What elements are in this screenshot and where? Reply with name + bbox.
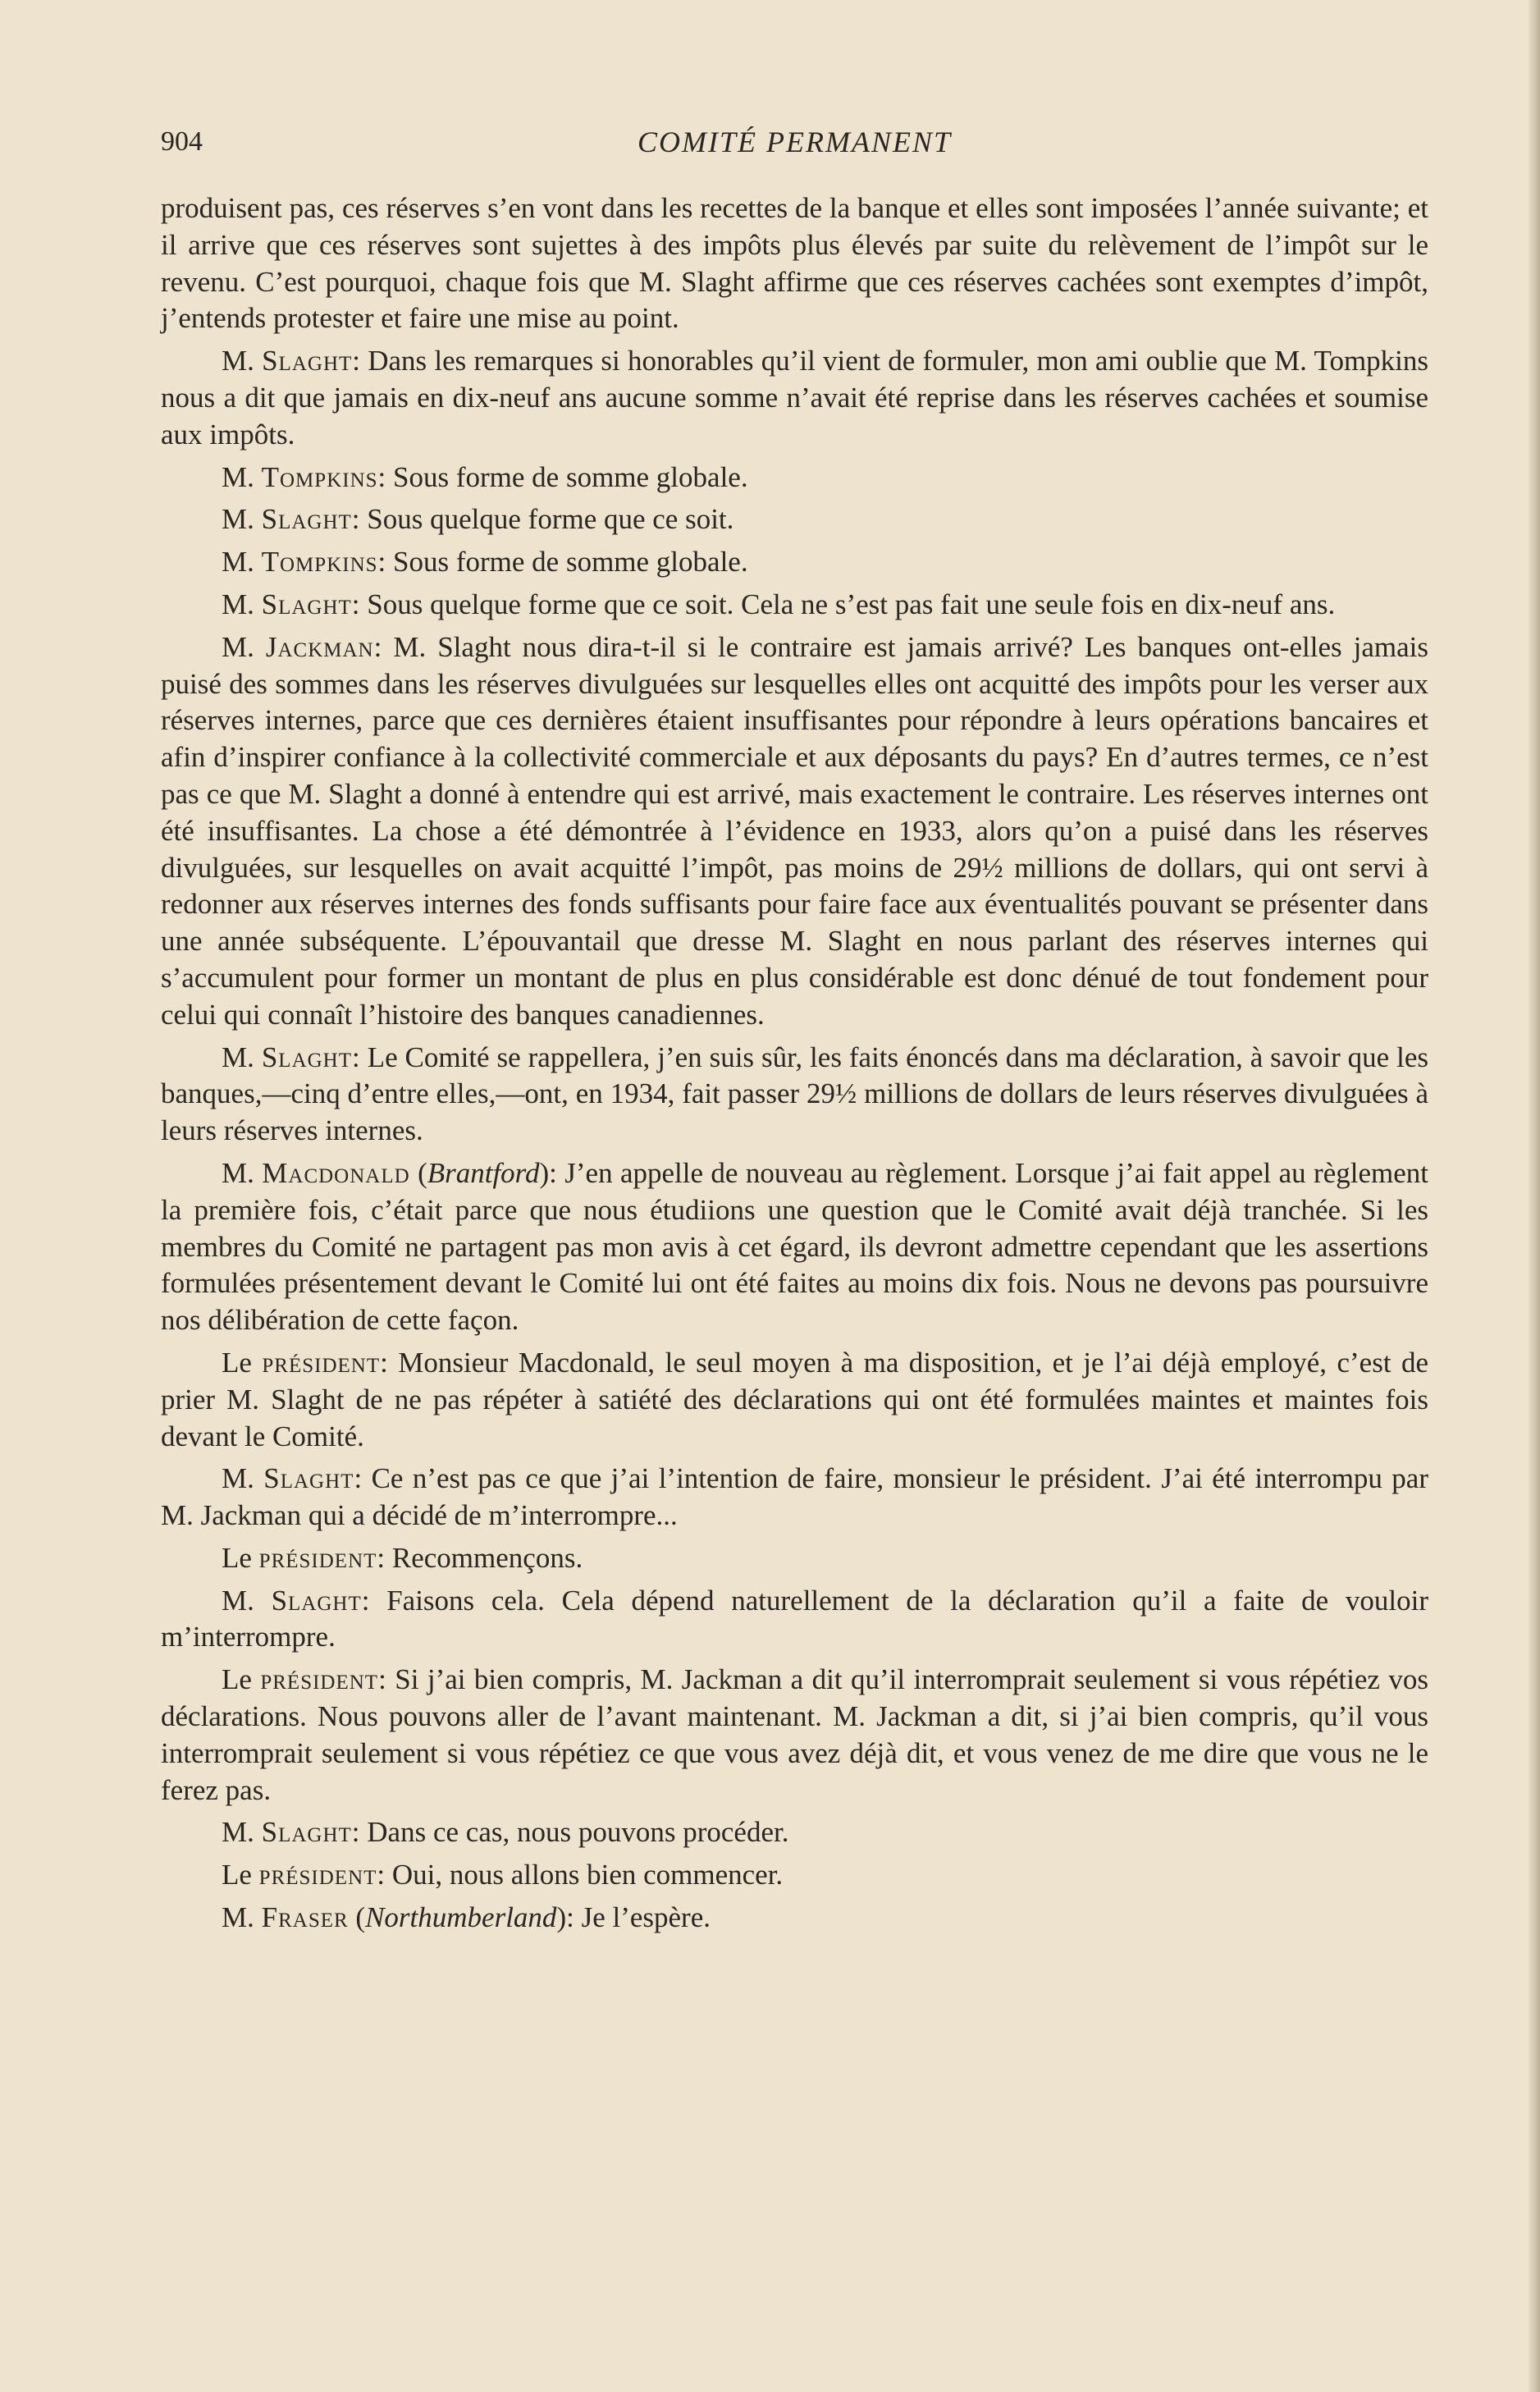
speech-text: Ce n’est pas ce que j’ai l’intention de faire, monsieur le président. J’ai été interrompu par M. Jackman qui a décidé de m’interrompre... — [161, 1462, 1429, 1532]
speaker-name: président — [258, 1541, 377, 1574]
speaker-prefix: M. — [222, 630, 254, 663]
speaker-name: Slaght — [271, 1584, 362, 1617]
speech-paragraph: M. Macdonald (Brantford): J’en appelle de nouveau au règlement. Lorsque j’ai fait appel au règlement la première fois, c’était parce que nous étudiions une question que le Comité avait déjà tranchée. Si les membres du Comité ne partagent pas mon avis à cet égard, ils devront admettre cependant que les assertions formulées présentement devant le Comité lui ont été faites au moins dix fois. Nous ne devons pas poursuivre nos délibération de cette façon. — [161, 1156, 1428, 1337]
speech-paragraph — [161, 1662, 1428, 1809]
speech-paragraph — [161, 629, 1428, 1034]
speech-paragraph — [161, 1461, 1428, 1534]
speaker-colon: : — [352, 345, 360, 377]
speaker-prefix: M. — [222, 1584, 254, 1617]
speech-text: Recommençons. — [391, 1541, 583, 1574]
speaker-prefix: M. — [222, 1156, 254, 1189]
speaker-prefix: M. — [222, 1901, 254, 1934]
speech-text: Dans les remarques si honorables qu’il vient de formuler, mon ami oublie que M. Tompkins nous a dit que jamais en dix-neuf ans aucune somme n’avait été reprise dans les réserves cachées et soumise aux impôts. — [161, 345, 1429, 451]
speaker-name: Slaght — [261, 1816, 352, 1849]
speech-paragraph — [161, 1540, 1428, 1577]
speaker-name: Jackman — [265, 630, 374, 663]
speech-text: Si j’ai bien compris, M. Jackman a dit qu’il interromprait seulement si vous répétiez vos déclarations. Nous pouvons aller de l’avant maintenant. M. Jackman a dit, si j’ai bien compris, qu’il vous interromprait seulement si vous répétiez ce que vous avez déjà dit, et vous venez de me dire que vous ne le ferez pas. — [161, 1663, 1428, 1806]
speaker-colon: : — [351, 588, 360, 620]
speaker-colon: : — [377, 546, 386, 579]
speaker-colon: : — [377, 1859, 386, 1891]
speech-paragraph — [161, 460, 1428, 496]
speaker-name: Slaght — [261, 503, 352, 536]
speaker-riding: Northumberland — [365, 1901, 557, 1934]
speech-paragraph — [161, 1857, 1428, 1894]
speaker-prefix: M. — [222, 503, 254, 536]
speaker-colon: : — [351, 1816, 360, 1849]
speaker-riding: Brantford — [427, 1156, 540, 1189]
speech-text: Je l’espère. — [581, 1901, 711, 1934]
speaker-prefix: Le — [222, 1859, 252, 1891]
speaker-prefix: M. — [222, 1816, 254, 1849]
speech-text: Oui, nous allons bien commencer. — [391, 1859, 784, 1891]
speaker-prefix: M. — [222, 1462, 254, 1495]
speaker-colon: : — [377, 460, 386, 493]
speaker-colon: : — [377, 1541, 386, 1574]
speaker-prefix: Le — [222, 1663, 252, 1696]
speaker-prefix: M. — [222, 345, 254, 377]
speech-text: Sous quelque forme que ce soit. Cela ne s’est pas fait une seule fois en dix-neuf ans. — [367, 588, 1336, 620]
speaker-name: président — [258, 1859, 377, 1891]
speech-text: Le Comité se rappellera, j’en suis sûr, les faits énoncés dans ma déclaration, à savoir que les banques,—cinq d’entre elles,—ont, en 1934, fait passer 29½ millions de dollars de leurs réserves divulguées à leurs réserves internes. — [161, 1040, 1429, 1147]
speaker-colon: : — [566, 1901, 574, 1934]
running-title: COMITÉ PERMANENT — [637, 126, 952, 158]
speech-paragraph — [161, 587, 1428, 624]
speech-text: J’en appelle de nouveau au règlement. Lorsque j’ai fait appel au règlement la première fois, c’était parce que nous étudiions une question que le Comité avait déjà tranchée. Si les membres du Comité ne partagent pas mon avis à cet égard, ils devront admettre cependant que les assertions formulées présentement devant le Comité lui ont été faites au moins dix fois. Nous ne devons pas poursuivre nos délibération de cette façon. — [161, 1156, 1428, 1337]
speaker-name: Tompkins — [261, 460, 378, 493]
speech-paragraph: M. Fraser (Northumberland): Je l’espère. — [222, 1901, 711, 1934]
speaker-colon: : — [351, 503, 360, 536]
speaker-prefix: Le — [222, 1541, 252, 1574]
speech-text: Monsieur Macdonald, le seul moyen à ma disposition, et je l’ai déjà employé, c’est de prier M. Slaght de ne pas répéter à satiété des déclarations qui ont été formulées maintes et maintes fois devant le Comité. — [161, 1346, 1429, 1452]
speaker-name: Tompkins — [261, 546, 378, 579]
speech-paragraph — [161, 501, 1428, 538]
speaker-prefix: M. — [222, 460, 254, 493]
speaker-colon: : — [361, 1584, 370, 1617]
speaker-prefix: Le — [222, 1346, 252, 1379]
speaker-name: président — [262, 1346, 381, 1379]
speaker-colon: : — [549, 1156, 557, 1189]
speaker-colon: : — [380, 1346, 388, 1379]
page-edge — [1529, 0, 1540, 2392]
paragraph — [161, 190, 1428, 337]
speaker-prefix: M. — [222, 546, 254, 579]
speaker-name: Slaght — [262, 345, 353, 377]
speaker-colon: : — [354, 1462, 363, 1495]
speech-paragraph — [161, 343, 1428, 453]
speaker-name: Slaght — [263, 1462, 354, 1495]
page-number: 904 — [161, 126, 203, 157]
speech-text: Faisons cela. Cela dépend naturellement de la déclaration qu’il a faite de vouloir m’interrompre. — [161, 1584, 1428, 1653]
speech-text: Sous forme de somme globale. — [393, 546, 748, 579]
speaker-name: Slaght — [261, 588, 352, 620]
speaker-name: Fraser — [261, 1901, 349, 1934]
speaker-colon: : — [378, 1663, 386, 1696]
speech-text: Sous forme de somme globale. — [393, 460, 748, 493]
speaker-name: président — [260, 1663, 379, 1696]
paragraph-text: produisent pas, ces réserves s’en vont dans les recettes de la banque et elles sont imposées l’année suivante; et il arrive que ces réserves sont sujettes à des impôts plus élevés par suite du relèvement de l’impôt sur le revenu. C’est pourquoi, chaque fois que M. Slaght affirme que ces réserves cachées sont exemptes d’impôt, j’entends protester et faire une mise au point. — [161, 192, 1428, 335]
speaker-prefix: M. — [222, 1040, 254, 1073]
speech-paragraph — [161, 1583, 1428, 1657]
speech-text: Dans ce cas, nous pouvons procéder. — [367, 1816, 789, 1849]
speech-paragraph — [161, 1040, 1428, 1150]
speaker-colon: : — [373, 630, 382, 663]
speech-text: M. Slaght nous dira-t-il si le contraire est jamais arrivé? Les banques ont-elles jamais puisé des sommes dans les réserves divulguées sur lesquelles elles ont acquitté des impôts pour les verser aux réserves internes, parce que ces dernières étaient insuffisantes pour répondre à leurs opérations bancaires et afin d’inspirer confiance à la collectivité commerciale et aux déposants du pays? En d’autres termes, ce n’est pas ce que M. Slaght a donné à entendre qui est arrivé, mais exactement le contraire. Les réserves internes ont été insuffisantes. La chose a été démontrée à l’évidence en 1933, alors qu’on a puisé dans les réserves divulguées, sur lesquelles on avait acquitté l’impôt, pas moins de 29½ millions de dollars, qui ont servi à redonner aux réserves internes des fonds suffisants pour faire face aux éventualités pouvant se présenter dans une année subséquente. L’épouvantail que dresse M. Slaght en nous parlant des réserves internes qui s’accumulent pour former un montant de plus en plus considérable est donc dénué de tout fondement pour celui qui connaît l’histoire des banques canadiennes. — [161, 630, 1429, 1031]
speaker-name: Macdonald — [262, 1156, 410, 1189]
page-header — [161, 121, 1428, 171]
speaker-prefix: M. — [222, 588, 254, 620]
speaker-colon: : — [352, 1040, 360, 1073]
speech-paragraph — [161, 544, 1428, 581]
speech-text: Sous quelque forme que ce soit. — [367, 503, 734, 536]
body-text — [161, 190, 1428, 1937]
speech-paragraph — [161, 1814, 1428, 1851]
speech-paragraph — [161, 1345, 1428, 1455]
speaker-name: Slaght — [261, 1040, 352, 1073]
